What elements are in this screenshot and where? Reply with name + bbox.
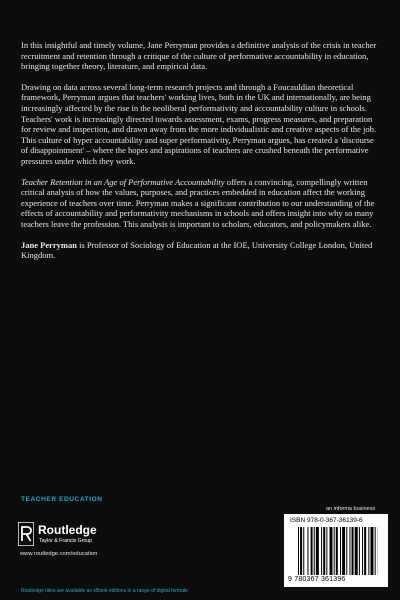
informa-label: an informa business — [326, 506, 376, 512]
barcode-bar — [321, 527, 322, 575]
barcode-bar — [323, 527, 325, 575]
author-name: Jane Perryman — [21, 239, 77, 250]
barcode-bar — [330, 527, 333, 575]
barcode-bar — [326, 527, 327, 575]
barcode-bar — [303, 527, 304, 575]
barcode-number: 9 780367 361396 — [288, 576, 346, 583]
barcode-bar — [346, 527, 347, 575]
barcode-bar — [336, 527, 338, 575]
barcode-bar — [368, 527, 369, 575]
barcode-bar — [340, 527, 341, 575]
barcode-bar — [375, 527, 376, 575]
publisher-block — [18, 520, 218, 570]
barcode-bar — [370, 527, 373, 575]
barcode-bar — [314, 527, 315, 575]
barcode-bar — [352, 527, 354, 575]
ebook-note: Routledge titles are available as eBook editions in a range of digital formats — [21, 588, 188, 594]
barcode-icon — [298, 527, 378, 575]
blurb-paragraph-2: Drawing on data across several long-term research projects and through a Foucauldian theoretical framework, Perryman argues that teachers' working lives, both in the UK and internationally, are being increasingly affected by the rise in the neoliberal performativity and accountability culture in schools. Teachers' work is increasingly directed towards assessment, exams, progress measures, and preparation for review and inspection, and drawn away from the more individualistic and creative aspects of the job. This culture of hyper accountability and super performativity, Perryman argues, has created a 'discourse of disappointment' – where the hopes and aspirations of teachers are crushed beneath the performative pressures under which they work. — [21, 81, 376, 166]
barcode-bar — [307, 527, 308, 575]
blurb-paragraph-1: In this insightful and timely volume, Jane Perryman provides a definitive analysis of the crisis in teacher recruitment and retention through a critique of the culture of performative accountability in education, bringing together theory, literature, and empirical data. — [21, 40, 377, 72]
publisher-name: Routledge — [38, 523, 97, 537]
barcode-bar — [316, 527, 319, 575]
publisher-url[interactable]: www.routledge.com/education — [20, 551, 98, 557]
barcode-bar — [342, 527, 345, 575]
blurb-paragraph-3 — [21, 177, 381, 230]
blurb — [21, 40, 381, 271]
publisher-group: Taylor & Francis Group — [39, 538, 93, 544]
barcode-bar — [349, 527, 350, 575]
barcode-panel — [284, 514, 388, 587]
author-bio-rest: is Professor of Sociology of Education at the IOE, University College London, United Kingdom. — [21, 239, 373, 261]
barcode-bar — [311, 527, 313, 575]
barcode-bar — [359, 527, 360, 575]
author-bio — [21, 240, 381, 261]
barcode-bar — [364, 527, 366, 575]
book-title-inline: Teacher Retention in an Age of Performative Accountability — [21, 176, 225, 187]
barcode-bar — [300, 527, 302, 575]
barcode-bar — [298, 527, 299, 575]
blurb-paragraph-3-rest: offers a convincing, compellingly written critical analysis of how the values, purposes, and practices embedded in education affect the working experience of teachers over time. Perryman makes a significant contribution to our understanding of the effects of accountability and performativity mechanisms in schools and offers insight into why so many teachers leave the profession. This analysis is important to scholars, educators, and policymakers alike. — [21, 176, 375, 229]
isbn-label: ISBN 978-0-367-36139-6 — [290, 517, 363, 524]
barcode-bar — [334, 527, 335, 575]
barcode-bar — [355, 527, 358, 575]
routledge-logo-icon — [18, 522, 34, 546]
series-label: TEACHER EDUCATION — [21, 496, 103, 503]
barcode-bar — [362, 527, 363, 575]
